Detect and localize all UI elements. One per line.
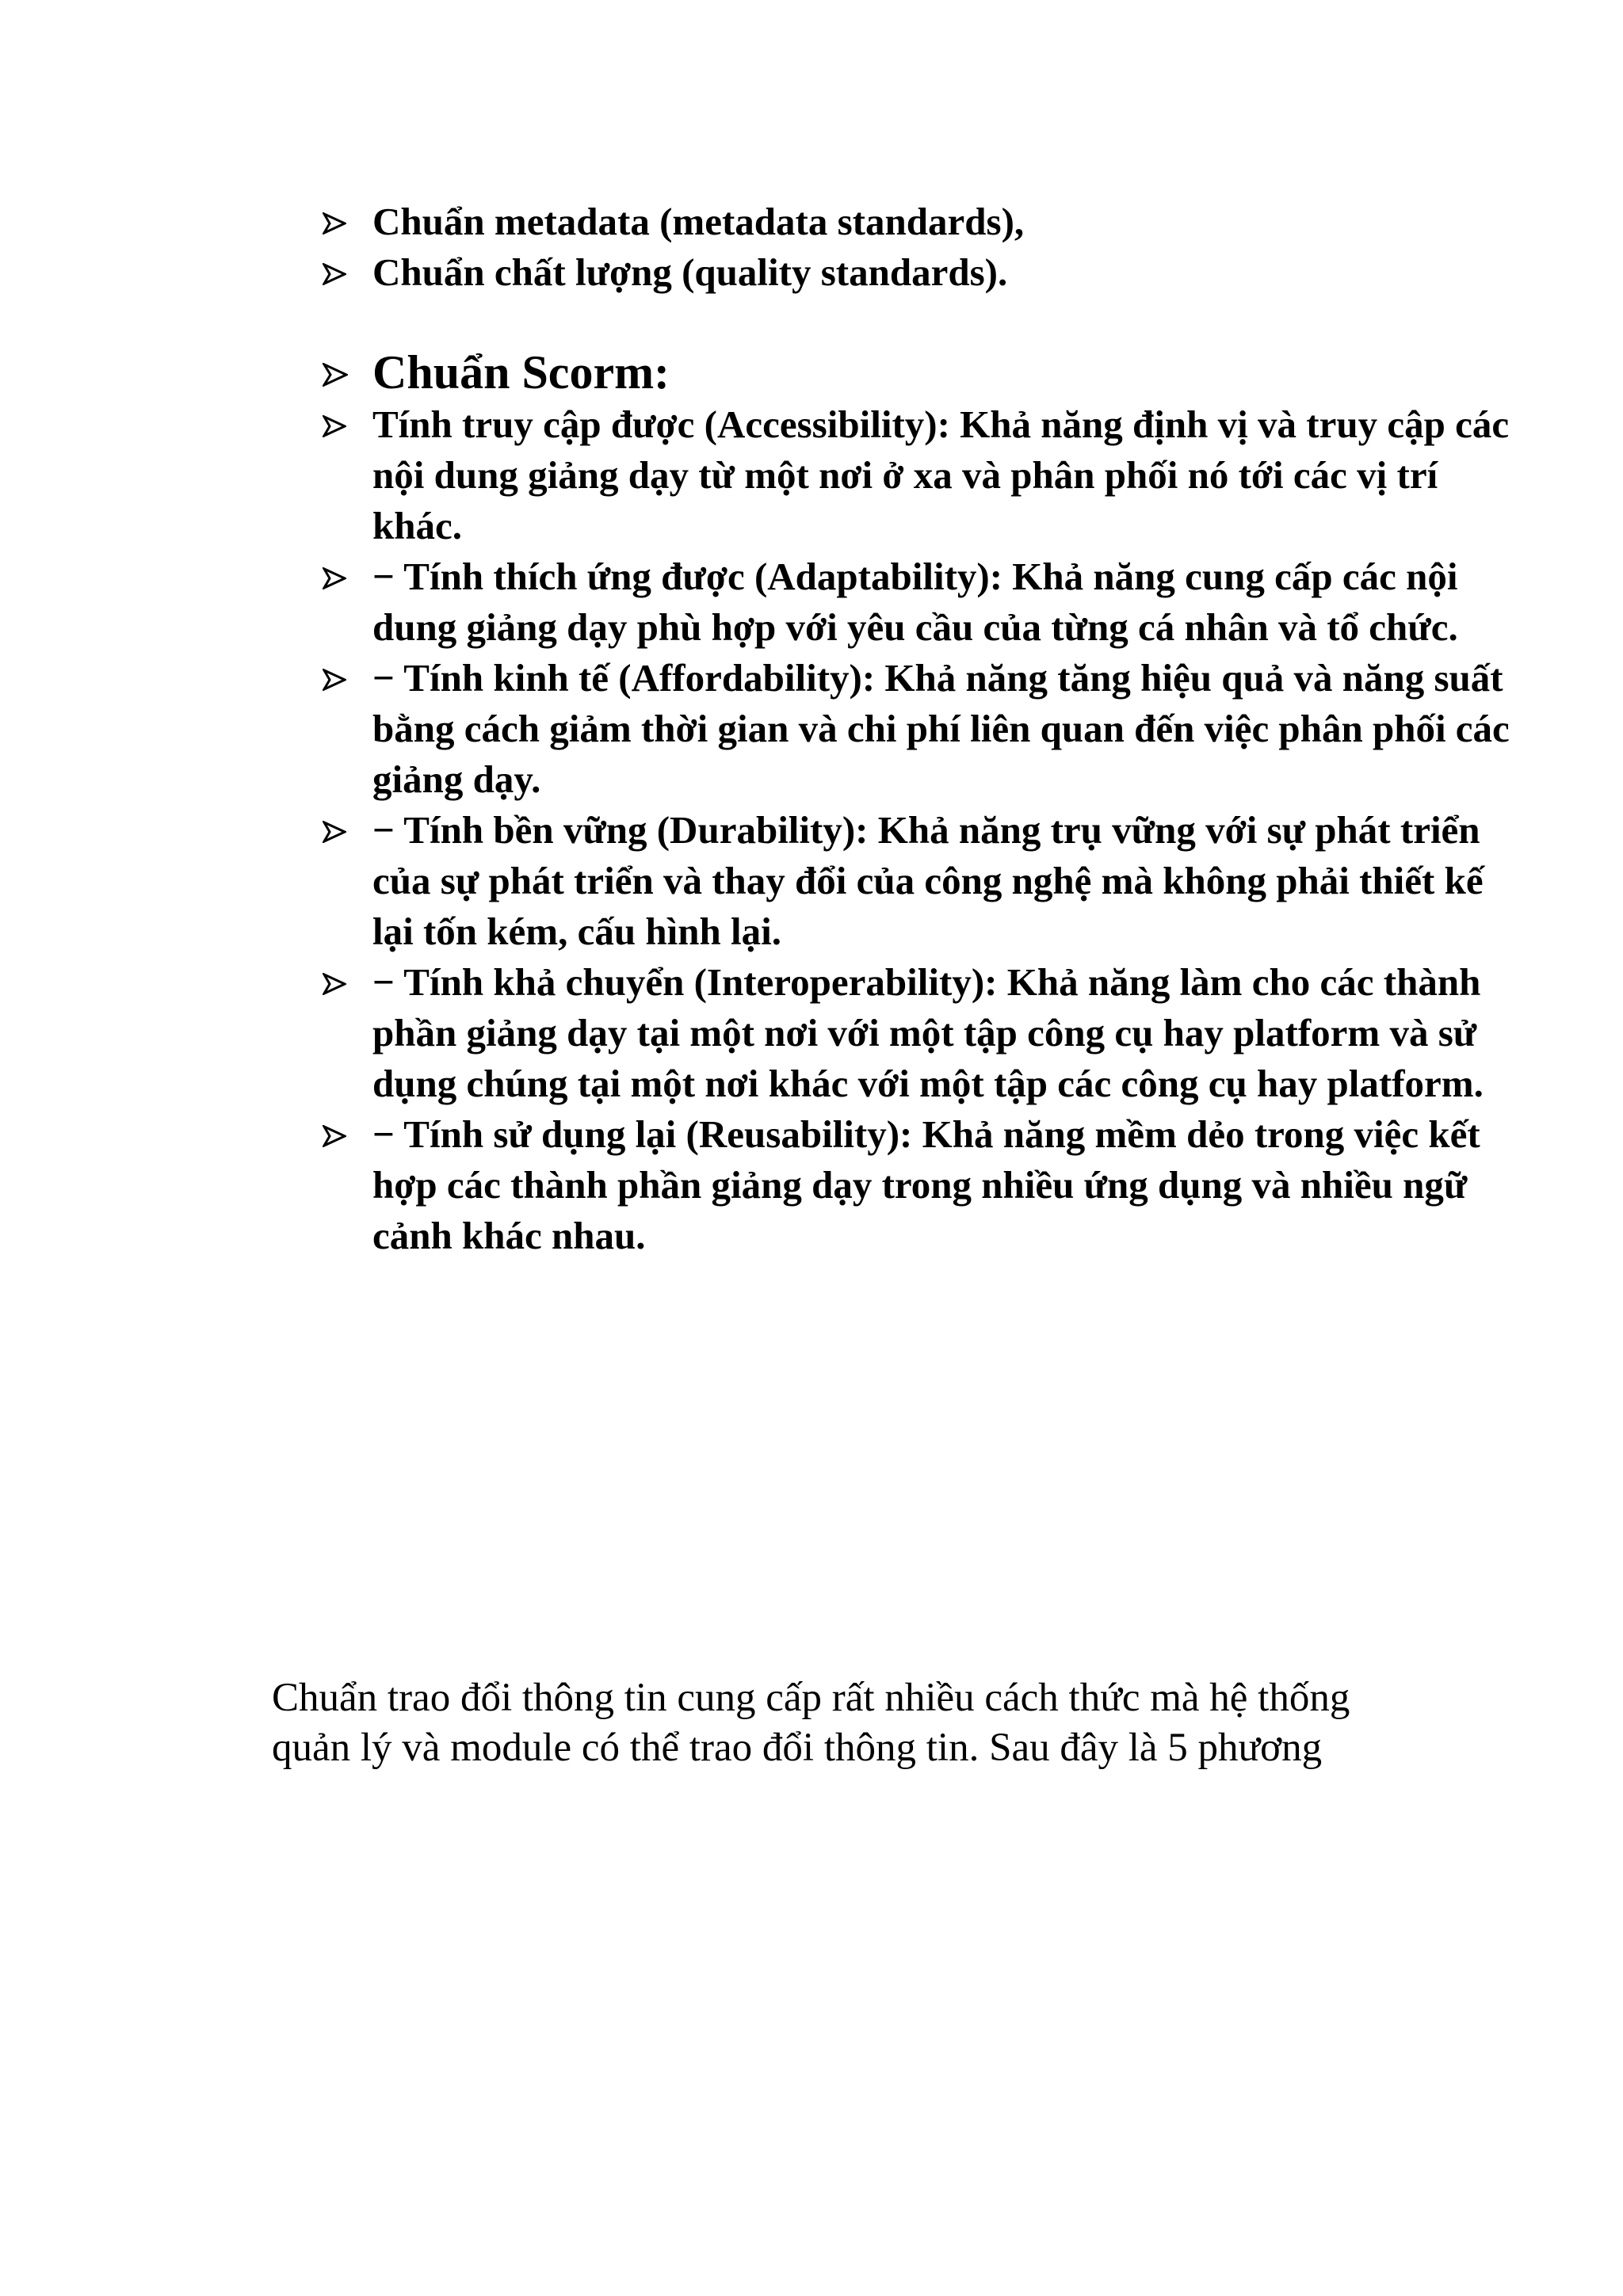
bullet-text: − Tính sử dụng lại (Reusability): Khả năng mềm dẻo trong việc kết hợp các thành phần giảng dạy trong nhiều ứng dụng và nhiều ngữ cảnh khác nhau. [372,1112,1480,1257]
arrow-bullet-icon [323,957,354,1008]
paragraph-line: quản lý và module có thể trao đổi thông tin. Sau đây là 5 phương [272,1726,1323,1770]
bullet-text: Chuẩn Scorm: [372,346,670,399]
arrow-bullet-icon [323,551,354,602]
body-paragraph [272,1673,1540,1773]
paragraph-line: Chuẩn trao đổi thông tin cung cấp rất nhiều cách thức mà hệ thống [272,1676,1350,1720]
bullet-text: − Tính kinh tế (Affordability): Khả năng tăng hiệu quả và năng suất bằng cách giảm thời gian và chi phí liên quan đến việc phân phối các giảng dạy. [372,656,1510,801]
bullet-reusability [323,1109,1511,1261]
arrow-bullet-icon [323,1109,354,1160]
bullet-text: Tính truy cập được (Accessibility): Khả năng định vị và truy cập các nội dung giảng dạy từ một nơi ở xa và phân phối nó tới các vị trí khác. [372,402,1510,547]
arrow-bullet-icon [323,196,354,247]
bullet-metadata-standards [323,196,1511,247]
bullet-durability [323,805,1511,957]
arrow-bullet-icon [323,247,354,298]
bullet-quality-standards [323,247,1511,298]
bullet-text: − Tính bền vững (Durability): Khả năng trụ vững với sự phát triển của sự phát triển và thay đổi của công nghệ mà không phải thiết kế lại tốn kém, cấu hình lại. [372,808,1484,953]
arrow-bullet-icon [323,653,354,704]
bullet-accessibility [323,399,1511,551]
bullet-list [323,196,1511,1261]
bullet-interoperability [323,957,1511,1109]
bullet-affordability [323,653,1511,805]
bullet-text: Chuẩn metadata (metadata standards), [372,200,1025,243]
bullet-scorm-heading [323,345,1511,399]
bullet-text: Chuẩn chất lượng (quality standards). [372,250,1008,294]
arrow-bullet-icon [323,805,354,856]
bullet-adaptability [323,551,1511,653]
bullet-text: − Tính khả chuyển (Interoperability): Khả năng làm cho các thành phần giảng dạy tại một nơi với một tập công cụ hay platform và sử dụng chúng tại một nơi khác với một tập các công cụ hay platform. [372,960,1484,1105]
arrow-bullet-icon [323,399,354,450]
bullet-text: − Tính thích ứng được (Adaptability): Khả năng cung cấp các nội dung giảng dạy phù hợp với yêu cầu của từng cá nhân và tổ chức. [372,555,1458,649]
arrow-bullet-icon [323,345,354,396]
